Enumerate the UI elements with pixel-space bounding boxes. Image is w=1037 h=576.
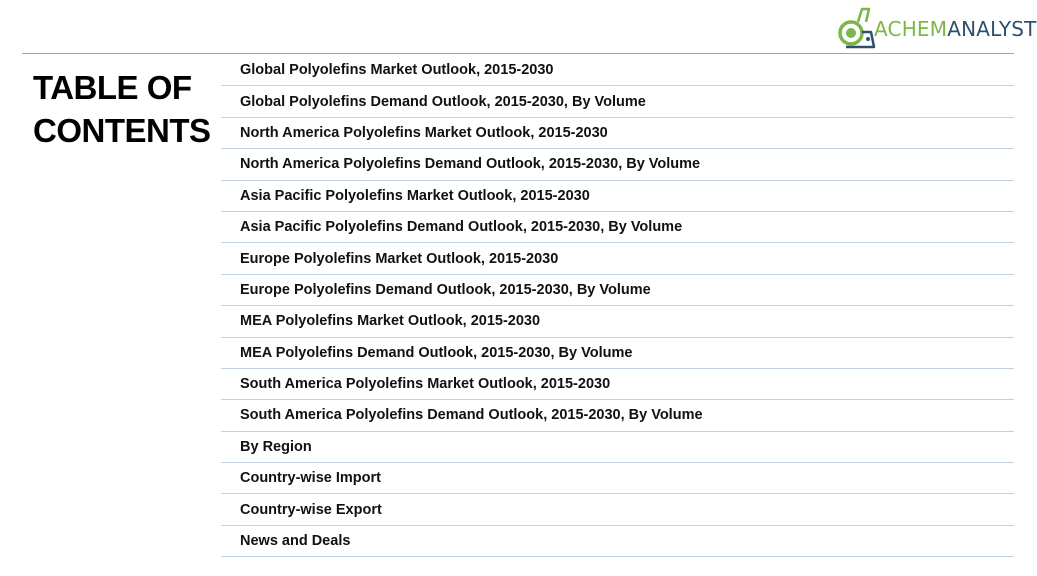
toc-item-label: Asia Pacific Polyolefins Demand Outlook, 2015-2030, By Volume	[240, 219, 683, 236]
toc-item-label: South America Polyolefins Demand Outlook, 2015-2030, By Volume	[240, 407, 703, 424]
toc-item[interactable]	[221, 243, 1014, 274]
toc-item[interactable]	[221, 369, 1014, 400]
toc-list	[221, 55, 1014, 557]
toc-item[interactable]	[221, 338, 1014, 369]
toc-item-label: Asia Pacific Polyolefins Market Outlook, 2015-2030	[240, 187, 590, 204]
toc-item[interactable]	[221, 463, 1014, 494]
header-divider	[22, 53, 1014, 54]
toc-item-label: North America Polyolefins Market Outlook, 2015-2030	[240, 124, 608, 141]
toc-item-label: Country-wise Import	[240, 470, 381, 487]
toc-item[interactable]	[221, 118, 1014, 149]
logo-letter: A	[874, 17, 888, 41]
logo-text-analyst: ANALYST	[947, 17, 1037, 41]
toc-item-label: News and Deals	[240, 533, 351, 550]
toc-item-label: Global Polyolefins Market Outlook, 2015-2030	[240, 62, 554, 79]
toc-item-label: By Region	[240, 438, 312, 455]
chemanalyst-logo[interactable]	[838, 6, 1037, 50]
toc-item-label: Europe Polyolefins Demand Outlook, 2015-2030, By Volume	[240, 281, 651, 298]
toc-item[interactable]	[221, 55, 1014, 86]
toc-item-label: South America Polyolefins Market Outlook, 2015-2030	[240, 376, 611, 393]
flask-icon	[838, 6, 878, 50]
toc-item[interactable]	[221, 306, 1014, 337]
toc-item[interactable]	[221, 149, 1014, 180]
page-title-line-2: CONTENTS	[33, 112, 211, 149]
toc-item[interactable]	[221, 526, 1014, 557]
toc-item[interactable]	[221, 494, 1014, 525]
toc-item-label: Global Polyolefins Demand Outlook, 2015-2030, By Volume	[240, 93, 646, 110]
toc-item-label: MEA Polyolefins Market Outlook, 2015-2030	[240, 313, 541, 330]
toc-item[interactable]	[221, 400, 1014, 431]
logo-wordmark	[874, 17, 1037, 41]
toc-item[interactable]	[221, 275, 1014, 306]
toc-item[interactable]	[221, 181, 1014, 212]
page-title	[33, 66, 211, 152]
toc-item-label: North America Polyolefins Demand Outlook, 2015-2030, By Volume	[240, 156, 701, 173]
toc-item-label: Country-wise Export	[240, 501, 382, 518]
page-title-line-1: TABLE OF	[33, 69, 192, 106]
toc-item[interactable]	[221, 432, 1014, 463]
toc-item-label: Europe Polyolefins Market Outlook, 2015-2030	[240, 250, 559, 267]
toc-item[interactable]	[221, 86, 1014, 117]
logo-text-chem: CHEM	[887, 17, 948, 41]
toc-item[interactable]	[221, 212, 1014, 243]
toc-item-label: MEA Polyolefins Demand Outlook, 2015-2030, By Volume	[240, 344, 633, 361]
